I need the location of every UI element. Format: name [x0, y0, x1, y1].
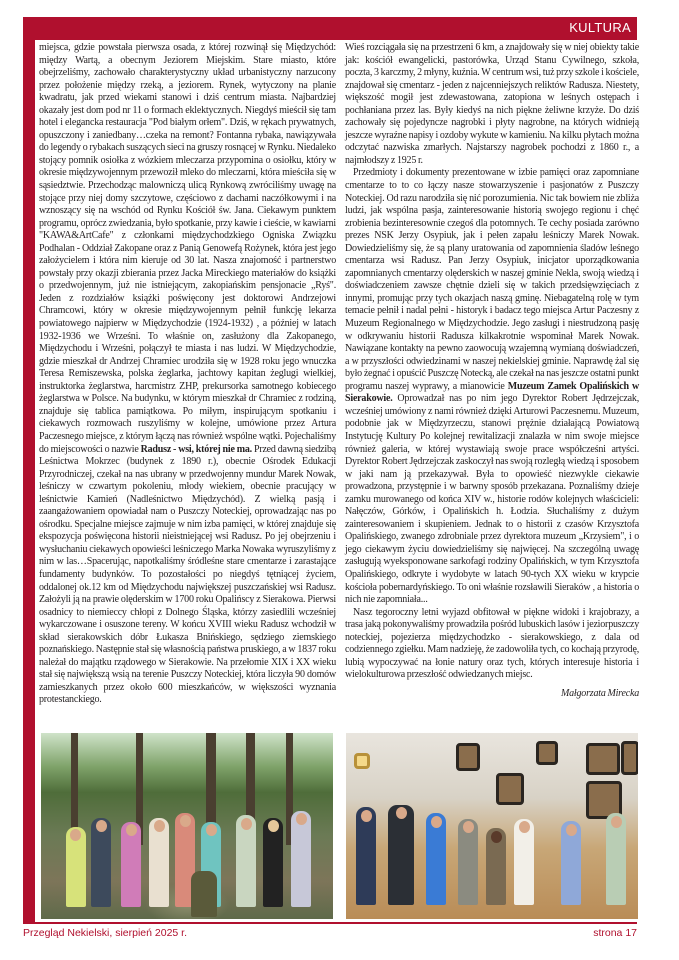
paragraph-text: Przed dawną siedzibą Leśnictwa Mokrzec (budynek z 1890 r.), obecnie Ośrodek Edukacji Przyrodniczej, czekał na nas ubrany w przedwojenny mundur Marek Nowak, leśniczy w czwartym pokoleniu, młody wiekiem, obecnie pracujący w leśnictwie Kamień (Nadleśnictwo Międzychód). Z wielką pasją i zaangażowaniem opowiadał nam o Puszczy Noteckiej, oprowadzając nas po ośrodku. Specjalne miejsce zajmuje w nim izba pamięci, w której znajduje się ekspozycja poświęcona historii nieistniejącej wsi Radusz. Po jej obejrzeniu i wysłuchaniu ciekawych opowieści leśniczego Marka Nowaka wyruszyliśmy z nim w las…Spacerując, napotkaliśmy śródleśne stare cmentarze i zarastające fundamenty budynków. To pozostałości po niegdyś tętniącej życiem, oddalonej ok.12 km od Międzychodu największej puszczańskiej wsi Radusz. Założyli ją na prawie olęderskim w 1700 roku Opalińscy z Sierakowa. Pierwsi osadnicy to niemieccy chłopi z Dolnego Śląska, którzy zasiedlili wcześniej wykarczowane i osuszone tereny. W końcu XVIII wieku Radusz wchodził w skład sierakowskich dóbr Łukasza Bnińskiego, sędziego ziemskiego poznańskiego. Następnie stał się własnością państwa pruskiego, a w 1837 roku należał do majątku rządowego w Sierakowie. Na przełomie XIX i XX wieku stał się największą wsią na terenie Puszczy Noteckiej, która liczyła 90 domów zamieszkanych przez około 600 mieszkańców, w większości wyznania protestanckiego.: [39, 443, 336, 706]
bold-heading-radusz: Radusz - wsi, której nie ma.: [140, 443, 252, 455]
group-photo-museum: [346, 733, 638, 919]
section-label: KULTURA: [569, 20, 631, 35]
person-head: [268, 820, 279, 832]
person-head: [154, 820, 165, 832]
kneeling-forester: [191, 871, 217, 917]
paragraph-text: miejsca, gdzie powstała pierwsza osada, z której rozwinął się Międzychód: między Wartą, a obecnym Jeziorem Miejskim. Stare miasto, które obejrzeliśmy, zachowało charakterystyczny układ urbanistyczny narzucony przez położenie między rzeką, a jeziorem. Rynek, wytyczony na planie kwadratu, jak przed wiekami stanowi i dziś centrum miasta. Najbardziej okazały jest dom pod nr 11 o formach eklektycznych. Niegdyś mieścił się tam hotel i elegancka restauracja "Pod białym orłem". Dziś, w rękach prywatnych, opuszczony i zaniedbany…czeka na remont? Fontanna rybaka, nawiązywała do legendy o rybakach suszących sieci na gruszy rosnącej w Rynku. Niedaleko stojący pomnik osiołka z wózkiem mleczarza przypomina o osiołku, który w okresie międzywojennym przewoził mleko do mleczarni, która mieściła się w sąsiedztwie. Przechodząc malowniczą ulicą Rynkową zwróciliśmy uwagę na stojące przy niej domy szczytowe, częściowo z dachami naczółkowymi i na wznoszący się na wschód od Rynku Kościół św. Jana. Ciekawym punktem programu, oprócz zwiedzania, było spotkanie, przy kawie i cieście, w kawiarni "KAWA&ArtCafe" z członkami międzychodzkiego Ogniska Związku Podhalan - Oddział Zakopane oraz z Panią Genowefą Rożynek, która jest jego założycielem i która nim kieruje od 30 lat. Nasza znajomość i partnerstwo powstały przy okazji zbierania przez Jacka Mireckiego materiałów do książki o przedwojennym, już nie istniejącym, zakopiańskim pensjonacie „Ryś". Jeden z rozdziałów książki poświęcony jest doktorowi Andrzejowi Chramcowi, który w okresie międzywojennym pełnił funkcję lekarza powiatowego najpierw w Międzychodzie (1924-1932) , a później w latach 1932-1936 we Wrześni. To właśnie on, zasłużony dla Zakopanego, Międzychodu i Wrześni, połączył te miasta i nas ludzi. W Międzychodzie, gdzie mieszkał dr Andrzej Chramiec urodziła się w 1928 roku jego wnuczka Teresa Remiszewska, polska żeglarka, jachtowy kapitan żeglugi wielkiej, instruktorka żeglarstwa, harcmistrz ZHP, prekursorka samotnego kobiecego żeglarstwa w Polsce. Na budynku, w którym mieszkał dr Chramiec z rodziną, znajduje się tablica pamiątkowa. Po miłym, inspirującym spotkaniu i ciekawych rozmowach ruszyliśmy w kolejne, umówione przez Artura Paczesnego miejsce, z którym łączą nas również wspólne wątki. Pojechaliśmy do miejscowości o nazwie: [39, 42, 336, 455]
person-head: [241, 818, 252, 830]
person: [356, 807, 376, 905]
footer-rule: [23, 922, 637, 924]
article-paragraph: [39, 42, 336, 707]
footer-publication: Przegląd Nekielski, sierpień 2025 r.: [23, 927, 188, 939]
article-left-column: [39, 42, 336, 707]
footer-page-number: strona 17: [593, 927, 637, 939]
chandelier: [354, 753, 370, 769]
article-paragraph: [345, 167, 639, 606]
person: [388, 805, 414, 905]
article-right-column: [345, 42, 639, 700]
group-photo-forest: [41, 733, 333, 919]
section-header-bar: [23, 17, 637, 40]
group-of-people: [41, 804, 333, 919]
person-head: [96, 820, 107, 832]
wall-portrait: [621, 741, 638, 775]
person-head: [611, 816, 622, 828]
person-head: [296, 813, 307, 825]
person: [291, 811, 311, 908]
group-of-people: [346, 780, 638, 920]
paragraph-text: Przedmioty i dokumenty prezentowane w izbie pamięci oraz zapomniane cmentarze to to co łączy nasze stowarzyszenie i pasjonatów z Puszczy Noteckiej. Od razu narodziła się nić porozumienia. Nic tak bowiem nie zbliża ludzi, jak wspólna pasja, zainteresowanie historią swojego regionu i chęć zrobienia bezinteresownie czegoś dla potomnych. Te cechy posiada zarówno prezes NSK Jerzy Osypiuk, jak i pełen zapału leśniczy Marek Nowak. Dowiedzieliśmy się, że są plany uratowania od zapomnienia śladów leśnego cmentarza wsi Radusz. Pan Jerzy Osypiuk, inicjator uporządkowania zapomnianych cmentarzy olęderskich w naszej gminie Nekla, swoją wiedzą i doświadczeniem zawsze chętnie dzieli się w takich przedsięwzięciach z innymi, promując przy tych okazjach naszą gminę. Niebagatelną rolę w tym temacie pełnił i nadal pełni - historyk i badacz tego miejsca Artur Paczesny z Muzeum Regionalnego w Międzychodzie. Jego zasługi i niestrudzoną pasję w odkrywaniu historii Radusza kilkakrotnie wspominał Marek Nowak. Nawiązane kontakty na pewno zaowocują wzajemną wymianą doświadczeń, a w przyszłości odwiedzinami w naszej nekielskiej gminie. Naprawdę żal się było żegnać i opuścić Puszczę Notecką, ale czekał na nas jeszcze ostatni punkt programu naszej wyprawy, a mianowicie: [345, 167, 639, 392]
wall-portrait: [536, 741, 558, 765]
left-accent-bar: [23, 40, 35, 923]
bold-museum-name: Muzeum Zamek Opalińskich w Sierakowie.: [345, 380, 639, 405]
article-paragraph: Wieś rozciągała się na przestrzeni 6 km, a znajdowały się w niej obiekty takie jak: kościół ewangelicki, pastorówka, Urząd Stanu Cywilnego, szkoła, poczta, 3 karczmy, 2 młyny, kuźnia. W centrum wsi, tuż przy szkole i kościele, znajdował się cmentarz - jeden z najcenniejszych reliktów Radusza. Niestety, większość mogił jest zdewastowana, zatopiona w leśnych ostępach i pochłaniana przez las. Były kiedyś na nich piękne żeliwne krzyże. Do dziś zachowały się pojedyncze nagrobki i płyty nagrobne, na których widnieją jeszcze wyraźne napisy i ozdoby wykute w kamieniu. Na kilku płytach można odczytać nazwiska zmarłych. Najstarszy nagrobek pochodzi z 1860 r., a najmłodszy z 1925 r.: [345, 42, 639, 166]
paragraph-text: Oprowadzał nas po nim jego Dyrektor Robert Jędrzejczak, wcześniej umówiony z nami również dzięki Arturowi Paczesnemu. Muzeum, podobnie jak w Międzyrzeczu, stanowi prężnie działającą Powiatową Instytucję Kultury Po kolejnej rewitalizacji znalazła w nim swoje miejsce również galeria, w której wystawiają swoje prace współcześni artyści. Dyrektor Robert Jędrzejczak zaskoczył nas swoją rozległą wiedzą i sposobem w jaki nam ją przekazywał. Była to opowieść niezwykle ciekawie prowadzona, przystępnie i w barwny sposób przekazana. Poznaliśmy dzieje zamku murowanego od końca XIV w., historie rodów kolejnych właścicieli: Nałęczów, Górków, i Opalińskich h. Łodzia. Słuchaliśmy z dużym zainteresowaniem i skupieniem. Jednak to o historii z czasów Krzysztofa Opalińskiego, zwanego zdrobniale przez dyrektora muzeum „Krzysiem", i o jego ciekawym życiu dowiedzieliśmy się najwięcej. Na szczególną uwagę zasługują wyeksponowane sarkofagi rodziny Opalińskich, w tym Krzysztofa Opalińskiego, odkryte i wydobyte w latach 90-tych XX wieku w krypcie kościoła pobernardyńskiego. To oni właśnie rozsławili Sieraków , a historia o nich nie zapomniała...: [345, 393, 639, 606]
article-paragraph: Nasz tegoroczny letni wyjazd obfitował w piękne widoki i krajobrazy, a trasa jaką pokonywaliśmy prowadziła pośród lubuskich lasów i jeziorpuszczy noteckiej, pojezierza międzychodzko - sierakowskiego, z dala od codziennego zgiełku. Mam nadzieję, że zadowoliła tych, co kochają przyrodę, lubią wypoczywać na łonie natury oraz tych, których interesuje historia i wielokulturowa przeszłość odwiedzanych miejsc.: [345, 606, 639, 681]
author-signature: Małgorzata Mirecka: [560, 687, 639, 699]
person-head: [431, 816, 442, 828]
wall-portrait: [586, 743, 620, 775]
person-head: [70, 829, 81, 841]
wall-portrait: [456, 743, 480, 771]
